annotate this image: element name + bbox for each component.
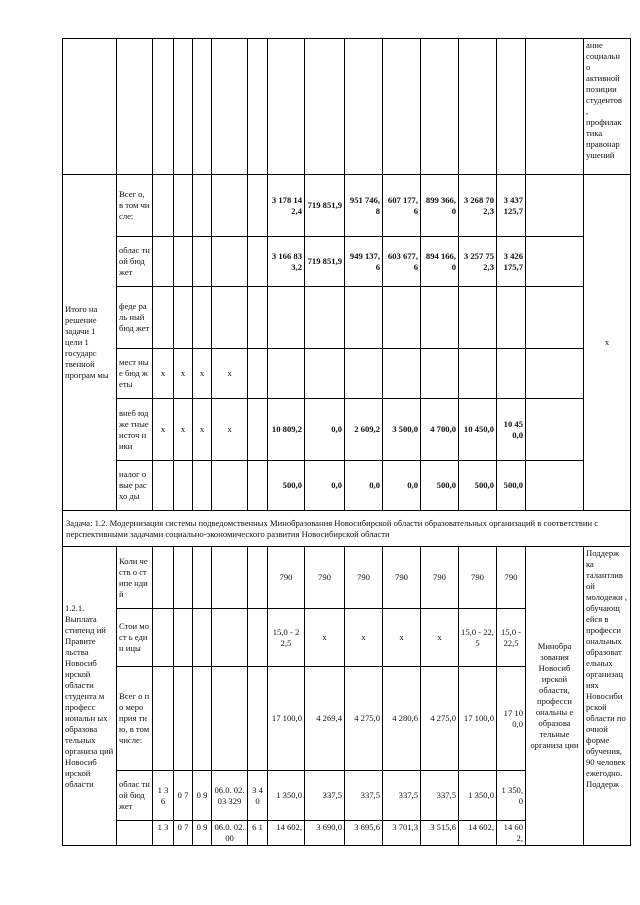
code-cell bbox=[174, 237, 193, 287]
indicator-label: облас тной бюд жет bbox=[117, 771, 153, 821]
value-cell: 3 701,3 bbox=[383, 821, 421, 846]
value-cell: 17 100,0 bbox=[497, 667, 526, 771]
value-cell: 719 851,9 bbox=[305, 237, 345, 287]
value-cell: 790 bbox=[305, 547, 345, 609]
value-cell: 4 275,0 bbox=[345, 667, 383, 771]
value-cell: 4 700,0 bbox=[421, 399, 459, 461]
value-cell: 790 bbox=[459, 547, 497, 609]
source-label: облас тной бюд жет bbox=[117, 237, 153, 287]
value-cell: 1 350,0 bbox=[459, 771, 497, 821]
value-cell bbox=[459, 349, 497, 399]
value-cell: 500,0 bbox=[497, 461, 526, 511]
result-cell: Поддерж ка талантлив ой молодежи , обучающ ейся в професси ональных образоват ельных организац иях Новосиби рской области по очной форме обучения, 90 человек ежегодно. Поддерж bbox=[584, 547, 631, 846]
value-cell: 951 746,8 bbox=[345, 175, 383, 237]
code-cell bbox=[153, 667, 174, 771]
code-cell bbox=[212, 609, 248, 667]
value-cell bbox=[497, 349, 526, 399]
value-cell: 3 515,6 bbox=[421, 821, 459, 846]
code-cell: 0 9 bbox=[193, 771, 212, 821]
value-cell: 10 450,0 bbox=[459, 399, 497, 461]
code-cell: 06.0. 02.00 bbox=[212, 821, 248, 846]
executor-cell bbox=[526, 349, 584, 399]
value-cell bbox=[421, 349, 459, 399]
source-label: внеб юдже тные источ ники bbox=[117, 399, 153, 461]
value-cell: 3 500,0 bbox=[383, 399, 421, 461]
value-cell: x bbox=[383, 609, 421, 667]
value-cell: 3 178 142,4 bbox=[268, 175, 305, 237]
itogo-row-offbudget bbox=[63, 399, 631, 461]
code-cell bbox=[153, 287, 174, 349]
value-cell bbox=[421, 287, 459, 349]
value-cell: 17 100,0 bbox=[459, 667, 497, 771]
code-cell: 6 1 bbox=[248, 821, 268, 846]
value-cell: 4 269,4 bbox=[305, 667, 345, 771]
executor-cell bbox=[526, 175, 584, 237]
value-cell: 500,0 bbox=[268, 461, 305, 511]
value-cell bbox=[305, 287, 345, 349]
code-cell bbox=[212, 667, 248, 771]
value-cell: 14 602, bbox=[497, 821, 526, 846]
code-cell: 3 4 0 bbox=[248, 771, 268, 821]
value-cell: 790 bbox=[383, 547, 421, 609]
value-cell: 337,5 bbox=[305, 771, 345, 821]
value-cell: 719 851,9 bbox=[305, 175, 345, 237]
value-cell bbox=[497, 287, 526, 349]
value-cell: 15,0 - 22,5 bbox=[497, 609, 526, 667]
code-cell: 1 3 6 bbox=[153, 771, 174, 821]
itogo-row-local bbox=[63, 349, 631, 399]
code-cell bbox=[248, 237, 268, 287]
code-cell bbox=[153, 461, 174, 511]
indicator-label bbox=[117, 821, 153, 846]
value-cell bbox=[268, 349, 305, 399]
value-cell: 3 166 833,2 bbox=[268, 237, 305, 287]
measure-name: 1.2.1. Выплата стипенд ий Правите льства Новосиб ирской области студента м професс иональн ых образова тельных организа ций Новосиб ирской области bbox=[63, 547, 117, 846]
value-cell: x bbox=[421, 609, 459, 667]
value-cell: 949 137,6 bbox=[345, 237, 383, 287]
value-cell: 337,5 bbox=[383, 771, 421, 821]
result-cell: x bbox=[584, 175, 631, 511]
value-cell: 10 450,0 bbox=[497, 399, 526, 461]
value-cell: 10 809,2 bbox=[268, 399, 305, 461]
code-cell bbox=[212, 237, 248, 287]
code-cell: x bbox=[193, 349, 212, 399]
indicator-label: Стои мост ь един ицы bbox=[117, 609, 153, 667]
source-label: Всег о, в том числе: bbox=[117, 175, 153, 237]
value-cell: 790 bbox=[497, 547, 526, 609]
value-cell: 4 280,6 bbox=[383, 667, 421, 771]
task-heading: Задача: 1.2. Модернизация системы подведомственных Минобразования Новосибирской области образовательных организаций в соответствии с перспективными задачами социально-экономического развития Новосибирской области bbox=[63, 511, 631, 547]
code-cell bbox=[174, 667, 193, 771]
code-cell bbox=[193, 609, 212, 667]
value-cell: 603 677,6 bbox=[383, 237, 421, 287]
value-cell: 0,0 bbox=[305, 399, 345, 461]
value-cell bbox=[459, 287, 497, 349]
continuation-row bbox=[63, 39, 631, 175]
value-cell: 790 bbox=[421, 547, 459, 609]
value-cell: 3 257 752,3 bbox=[459, 237, 497, 287]
value-cell bbox=[268, 287, 305, 349]
code-cell: 1 3 bbox=[153, 821, 174, 846]
itogo-row-total bbox=[63, 175, 631, 237]
source-label: мест ные бюд жеты bbox=[117, 349, 153, 399]
code-cell bbox=[174, 175, 193, 237]
value-cell: 17 100,0 bbox=[268, 667, 305, 771]
executor-cell: Минобра зования Новосиб ирской области, професси ональны е образова тельные организа ции bbox=[526, 547, 584, 846]
executor-cell bbox=[526, 237, 584, 287]
value-cell: 790 bbox=[345, 547, 383, 609]
value-cell: 2 609,2 bbox=[345, 399, 383, 461]
code-cell bbox=[212, 287, 248, 349]
code-cell bbox=[248, 349, 268, 399]
value-cell: 3 437 125,7 bbox=[497, 175, 526, 237]
indicator-label: Коли честв о стипе ндий bbox=[117, 547, 153, 609]
value-cell: 0,0 bbox=[383, 461, 421, 511]
purpose-cell: ание социальн о активной позиции студентов , профилак тика правонар ушений bbox=[584, 39, 631, 175]
itogo-row-federal bbox=[63, 287, 631, 349]
code-cell: 0 7 bbox=[174, 771, 193, 821]
value-cell: 0,0 bbox=[345, 461, 383, 511]
value-cell: 607 177,6 bbox=[383, 175, 421, 237]
itogo-row-tax bbox=[63, 461, 631, 511]
code-cell: x bbox=[153, 349, 174, 399]
value-cell: 4 275,0 bbox=[421, 667, 459, 771]
value-cell: x bbox=[345, 609, 383, 667]
value-cell bbox=[345, 287, 383, 349]
itogo-row-regional bbox=[63, 237, 631, 287]
code-cell bbox=[248, 287, 268, 349]
value-cell: 1 350,0 bbox=[268, 771, 305, 821]
indicator-label: Всег о по меро прия тию, в том числе: bbox=[117, 667, 153, 771]
value-cell: 337,5 bbox=[345, 771, 383, 821]
code-cell bbox=[212, 175, 248, 237]
value-cell: 0,0 bbox=[305, 461, 345, 511]
value-cell: 15,0 - 22,5 bbox=[459, 609, 497, 667]
code-cell bbox=[193, 667, 212, 771]
value-cell bbox=[383, 287, 421, 349]
code-cell bbox=[212, 461, 248, 511]
value-cell: 500,0 bbox=[459, 461, 497, 511]
code-cell bbox=[248, 461, 268, 511]
program-table bbox=[62, 38, 631, 846]
value-cell: 894 166,0 bbox=[421, 237, 459, 287]
code-cell: x bbox=[153, 399, 174, 461]
itogo-label: Итого на решение задачи 1 цели 1 государс твенной програм мы bbox=[63, 175, 117, 511]
value-cell: 3 690,0 bbox=[305, 821, 345, 846]
value-cell bbox=[305, 349, 345, 399]
value-cell bbox=[345, 349, 383, 399]
value-cell: 3 268 702,3 bbox=[459, 175, 497, 237]
code-cell bbox=[193, 461, 212, 511]
code-cell bbox=[248, 667, 268, 771]
source-label: феде раль ный бюд жет bbox=[117, 287, 153, 349]
code-cell bbox=[153, 547, 174, 609]
value-cell: 14 602, bbox=[459, 821, 497, 846]
code-cell bbox=[174, 287, 193, 349]
code-cell: x bbox=[212, 399, 248, 461]
code-cell: x bbox=[174, 399, 193, 461]
code-cell bbox=[174, 609, 193, 667]
code-cell bbox=[212, 547, 248, 609]
code-cell bbox=[153, 609, 174, 667]
code-cell: x bbox=[193, 399, 212, 461]
value-cell: 790 bbox=[268, 547, 305, 609]
code-cell bbox=[153, 175, 174, 237]
code-cell bbox=[193, 237, 212, 287]
value-cell: x bbox=[305, 609, 345, 667]
executor-cell bbox=[526, 287, 584, 349]
value-cell: 3 426 175,7 bbox=[497, 237, 526, 287]
code-cell bbox=[193, 287, 212, 349]
executor-cell bbox=[526, 461, 584, 511]
code-cell: x bbox=[212, 349, 248, 399]
code-cell bbox=[193, 175, 212, 237]
code-cell bbox=[153, 237, 174, 287]
source-label: налог овые расхо ды bbox=[117, 461, 153, 511]
value-cell: 899 366,0 bbox=[421, 175, 459, 237]
task-row bbox=[63, 511, 631, 547]
code-cell bbox=[174, 461, 193, 511]
code-cell bbox=[174, 547, 193, 609]
code-cell bbox=[248, 609, 268, 667]
code-cell: x bbox=[174, 349, 193, 399]
code-cell: 0 7 bbox=[174, 821, 193, 846]
code-cell bbox=[248, 175, 268, 237]
code-cell bbox=[248, 547, 268, 609]
value-cell: 15,0 - 22,5 bbox=[268, 609, 305, 667]
measure-row-count bbox=[63, 547, 631, 609]
value-cell: 337,5 bbox=[421, 771, 459, 821]
value-cell: 3 695,6 bbox=[345, 821, 383, 846]
code-cell bbox=[193, 547, 212, 609]
executor-cell bbox=[526, 399, 584, 461]
value-cell: 500,0 bbox=[421, 461, 459, 511]
value-cell: 14 602, bbox=[268, 821, 305, 846]
code-cell: 0 9 bbox=[193, 821, 212, 846]
value-cell: 1 350,0 bbox=[497, 771, 526, 821]
code-cell: 06.0. 02.03 329 bbox=[212, 771, 248, 821]
value-cell bbox=[383, 349, 421, 399]
code-cell bbox=[248, 399, 268, 461]
